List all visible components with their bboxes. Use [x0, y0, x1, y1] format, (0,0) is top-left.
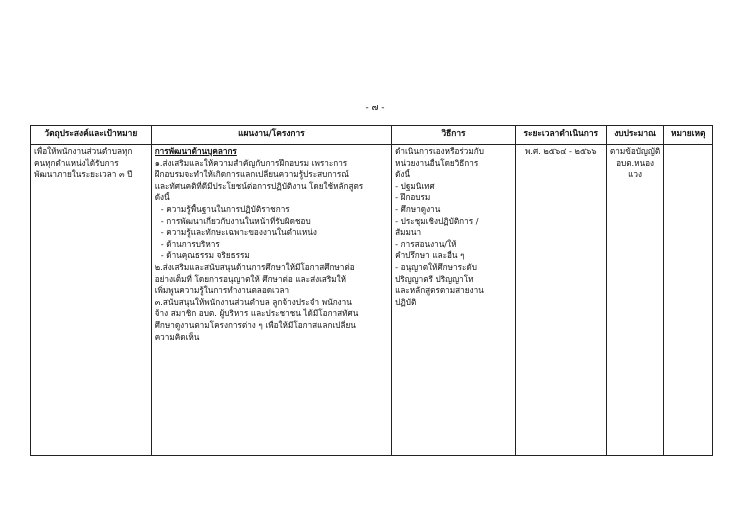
header-plan: แผนงาน/โครงการ: [151, 126, 391, 145]
objective-line: คนทุกตำแหน่งได้รับการ: [34, 157, 119, 168]
budget-line: อบต.หนอง: [616, 157, 655, 168]
method-line: ปฏิบัติ: [395, 296, 417, 307]
method-line: และหลักสูตรตามสายงาน: [395, 285, 484, 296]
header-note: หมายเหตุ: [664, 126, 713, 145]
method-line: สัมมนา: [395, 227, 422, 238]
method-line: ดังนี้: [395, 169, 411, 180]
method-bullet: - ศึกษาดูงาน: [395, 203, 441, 214]
method-bullet: - ประชุมเชิงปฏิบัติการ /: [395, 215, 479, 226]
period-text: พ.ศ. ๒๕๖๔ - ๒๕๖๖: [525, 146, 597, 156]
page-number: - ๗ -: [365, 103, 385, 113]
plan-bullet: - ด้านการบริหาร: [160, 238, 220, 249]
plan-bullet: - การพัฒนาเกี่ยวกับงานในหน้าที่รับผิดชอบ: [160, 215, 311, 226]
objective-line: เพื่อให้พนักงานส่วนตำบลทุก: [34, 146, 133, 156]
plan-bullet: - ความรู้พื้นฐานในการปฏิบัติราชการ: [160, 203, 290, 214]
method-bullet: - อนุญาตให้ศึกษาระดับ: [395, 261, 477, 272]
header-budget: งบประมาณ: [606, 126, 664, 145]
method-line: หน่วยงานอื่นโดยวิธีการ: [395, 157, 479, 168]
plan-line: ๑.ส่งเสริมและให้ความสำคัญกับการฝึกอบรม เพราะการ: [154, 157, 348, 168]
table-header-row: [31, 126, 713, 145]
budget-line: ตามข้อบัญญัติ: [609, 146, 661, 156]
header-objective: วัตถุประสงค์และเป้าหมาย: [31, 126, 152, 145]
plan-line: อย่างเต็มที่ โดยการอนุญาตให้ ศึกษาต่อ และส่งเสริมให้: [154, 273, 347, 284]
plan-cell: [151, 145, 391, 456]
table-row: [31, 145, 713, 456]
header-period: ระยะเวลาดำเนินการ: [515, 126, 606, 145]
header-method: วิธีการ: [392, 126, 516, 145]
budget-line: แวง: [628, 169, 642, 180]
method-bullet: - การสอนงาน/ให้: [395, 238, 457, 249]
plan-line: และทัศนคติที่ดีมีประโยชน์ต่อการปฏิบัติงาน โดยใช้หลักสูตร: [154, 180, 364, 191]
method-bullet: - ฝึกอบรม: [395, 192, 431, 203]
method-line: คำปรึกษา และอื่น ๆ: [395, 250, 465, 261]
plan-line: ศึกษาดูงานตามโครงการต่าง ๆ เพื่อให้มีโอกาสแลกเปลี่ยน: [154, 319, 356, 330]
plan-line: เพิ่มพูนความรู้ในการทำงานตลอดเวลา: [154, 285, 290, 296]
method-cell: [392, 145, 516, 456]
plan-line: ความคิดเห็น: [154, 331, 200, 342]
method-line: ดำเนินการเองหรือร่วมกับ: [395, 146, 484, 156]
development-plan-table: [30, 125, 713, 456]
budget-cell: [606, 145, 664, 456]
method-line: ปริญญาตรี ปริญญาโท: [395, 273, 474, 284]
plan-line: ฝึกอบรมจะทำให้เกิดการแลกเปลี่ยนความรู้ประสบการณ์: [154, 169, 349, 180]
note-cell: [664, 145, 713, 456]
plan-heading: การพัฒนาด้านบุคลากร: [154, 146, 237, 156]
plan-bullet: - ความรู้และทักษะเฉพาะของงานในตำแหน่ง: [160, 227, 317, 238]
objective-cell: [31, 145, 152, 456]
method-bullet: - ปฐมนิเทศ: [395, 180, 435, 191]
objective-line: พัฒนาภายในระยะเวลา ๓ ปี: [34, 169, 133, 180]
plan-line: จ้าง สมาชิก อบต. ผู้บริหาร และประชาชน ได้มีโอกาสทัศน: [154, 308, 359, 319]
period-cell: [515, 145, 606, 456]
plan-line: ๓.สนับสนุนให้พนักงานส่วนตำบล ลูกจ้างประจำ พนักงาน: [154, 296, 352, 307]
plan-line: ๒.ส่งเสริมและสนับสนุนด้านการศึกษาให้มีโอกาสศึกษาต่อ: [154, 261, 355, 272]
plan-line: ดังนี้: [154, 192, 170, 203]
plan-bullet: - ด้านคุณธรรม จริยธรรม: [160, 250, 250, 261]
